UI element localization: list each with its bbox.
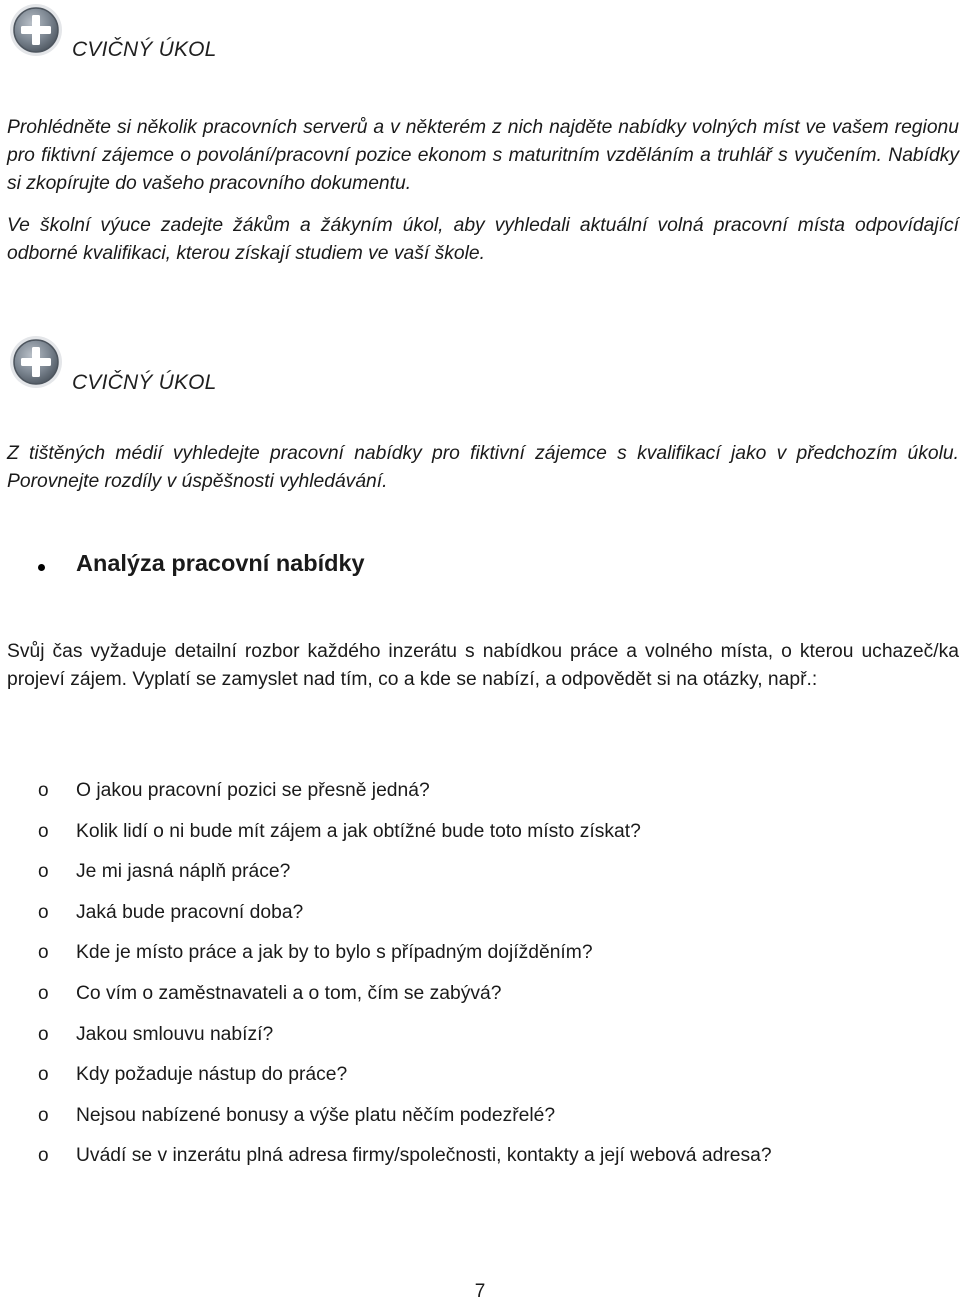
list-item [38, 1021, 938, 1062]
task-title: CVIČNÝ ÚKOL [72, 371, 217, 394]
list-marker: o [38, 1023, 49, 1045]
question-text: Je mi jasná náplň práce? [76, 861, 291, 883]
bullet-dot-icon [38, 564, 45, 571]
question-text: Jaká bude pracovní doba? [76, 901, 304, 923]
task-1-paragraph-2: Ve školní výuce zadejte žákům a žákyním úkol, aby vyhledali aktuální volná pracovní místa odpovídající odborné kvalifikaci, kterou získají studiem ve vaší škole. [7, 215, 959, 264]
question-text: Nejsou nabízené bonusy a výše platu něčím podezřelé? [76, 1104, 556, 1126]
page-number: 7 [474, 1281, 486, 1302]
list-marker: o [38, 1145, 49, 1167]
plus-circle-icon [8, 2, 64, 58]
list-marker: o [38, 780, 49, 801]
list-item [38, 858, 938, 899]
task-title: CVIČNÝ ÚKOL [72, 38, 217, 61]
question-text: Jakou smlouvu nabízí? [76, 1023, 274, 1045]
list-item [38, 1142, 938, 1183]
task-header-1 [8, 2, 408, 66]
plus-circle-icon [8, 334, 64, 390]
question-list [38, 777, 938, 1183]
question-text: Kdy požaduje nástup do práce? [76, 1064, 348, 1086]
question-text: Kde je místo práce a jak by to bylo s případným dojížděním? [76, 942, 593, 964]
list-item [38, 1102, 938, 1143]
list-marker: o [38, 1104, 49, 1126]
list-marker: o [38, 982, 49, 1004]
section-intro: Svůj čas vyžaduje detailní rozbor každého inzerátu s nabídkou práce a volného místa, o kterou uchazeč/ka projeví zájem. Vyplatí se zamyslet nad tím, co a kde se nabízí, a odpovědět si na otázky, např.: [7, 641, 959, 690]
question-text: Kolik lidí o ni bude mít zájem a jak obtížné bude toto místo získat? [76, 820, 641, 842]
list-item [38, 939, 938, 980]
question-text: O jakou pracovní pozici se přesně jedná? [76, 780, 430, 801]
question-text: Co vím o zaměstnavateli a o tom, čím se zabývá? [76, 982, 502, 1004]
task-2-paragraph-1: Z tištěných médií vyhledejte pracovní nabídky pro fiktivní zájemce s kvalifikací jako v předchozím úkolu. Porovnejte rozdíly v úspěšnosti vyhledávání. [7, 443, 959, 492]
list-marker: o [38, 901, 49, 923]
section-title: Analýza pracovní nabídky [76, 550, 365, 576]
list-item [38, 818, 938, 859]
list-item [38, 1061, 938, 1102]
task-header-2 [8, 334, 408, 398]
section-heading [38, 550, 638, 586]
list-marker: o [38, 1064, 49, 1086]
question-text: Uvádí se v inzerátu plná adresa firmy/společnosti, kontakty a její webová adresa? [76, 1145, 772, 1167]
list-item [38, 899, 938, 940]
list-item [38, 980, 938, 1021]
list-item [38, 777, 938, 818]
task-1-paragraph-1: Prohlédněte si několik pracovních serverů a v některém z nich najděte nabídky volných míst ve vašem regionu pro fiktivní zájemce o povolání/pracovní pozice ekonom s maturitním vzděláním a truhlář s vyučením. Nabídky si zkopírujte do vašeho pracovního dokumentu. [7, 117, 959, 194]
list-marker: o [38, 942, 49, 964]
list-marker: o [38, 820, 49, 842]
list-marker: o [38, 861, 49, 883]
